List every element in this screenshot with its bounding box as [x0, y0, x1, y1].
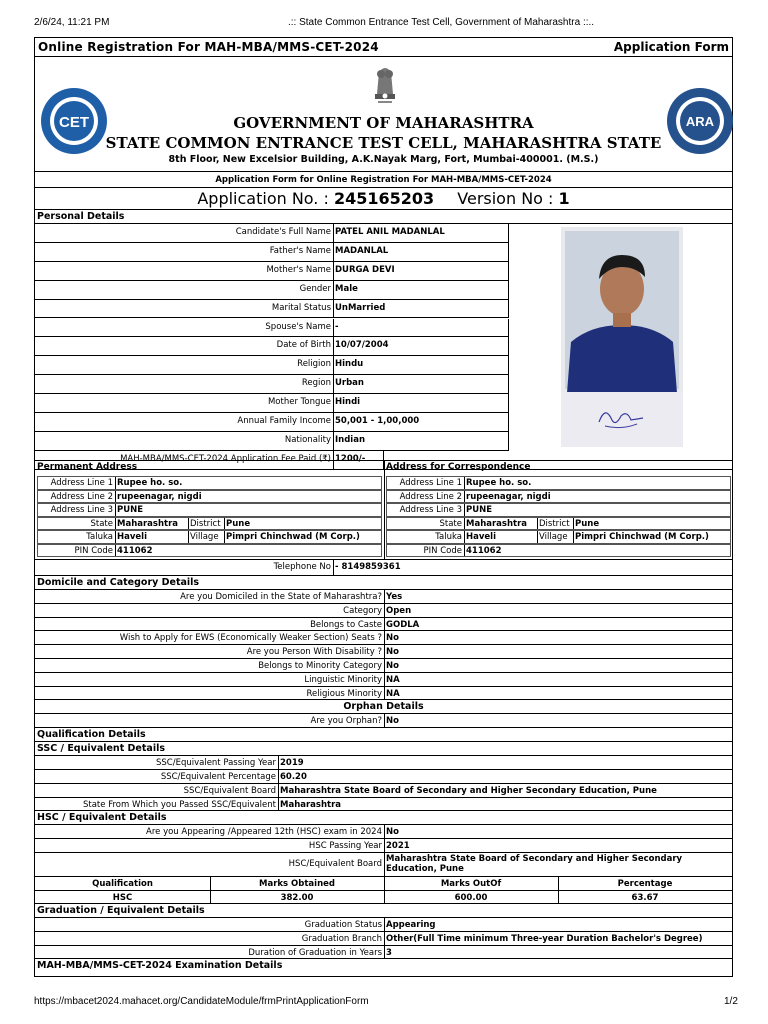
divider: [508, 413, 509, 431]
divider: [278, 770, 279, 783]
row-label: SSC/Equivalent Percentage: [160, 772, 276, 782]
hsc-board-row: [35, 853, 732, 877]
section-title: Qualification Details: [37, 729, 146, 741]
candidate-signature: [561, 392, 683, 447]
national-emblem-icon: [365, 58, 405, 108]
personal-row: [35, 224, 509, 243]
address-label: Address Line 3: [50, 505, 113, 515]
section-ssc: [35, 742, 732, 756]
divider: [210, 877, 211, 890]
section-title: Domicile and Category Details: [37, 577, 200, 588]
marks-cell: 63.67: [631, 892, 659, 903]
domicile-row: [35, 673, 732, 687]
section-qualification: [35, 728, 732, 742]
personal-label: Annual Family Income: [237, 416, 331, 426]
pin-label: PIN Code: [423, 545, 462, 556]
row-value: Maharashtra State Board of Secondary and Higher Secondary Education, Pune: [280, 785, 657, 796]
divider: [115, 504, 116, 516]
personal-label: Mother's Name: [266, 264, 331, 275]
divider: [558, 877, 559, 890]
office-address: 8th Floor, New Excelsior Building, A.K.Nayak Marg, Fort, Mumbai-400001. (M.S.): [168, 154, 599, 165]
personal-value: Indian: [335, 434, 365, 445]
row-label: Belongs to Caste: [310, 619, 382, 630]
state-district: [37, 517, 382, 531]
row-value: - 8149859361: [335, 562, 401, 572]
personal-label: Region: [301, 378, 331, 389]
divider: [384, 918, 385, 931]
domicile-row: [35, 618, 732, 632]
district-value: Pune: [226, 518, 251, 529]
address-line: [386, 503, 731, 517]
row-value: Yes: [386, 592, 403, 602]
divider: [115, 477, 116, 489]
divider: [573, 518, 574, 530]
row-label: State From Which you Passed SSC/Equivalent: [83, 799, 276, 810]
divider: [464, 518, 465, 530]
row-value: Appearing: [386, 920, 436, 930]
divider: [115, 531, 116, 543]
row-value: No: [386, 647, 399, 658]
divider: [384, 877, 385, 890]
application-form: [34, 37, 733, 977]
state-value: Maharashtra: [117, 518, 179, 529]
ssc-row: [35, 798, 732, 812]
divider: [464, 504, 465, 516]
divider: [333, 319, 334, 337]
row-label: Duration of Graduation in Years: [248, 947, 382, 958]
personal-row: [35, 262, 509, 281]
row-value: Maharashtra State Board of Secondary and Higher Secondary: [386, 854, 683, 864]
taluka-value: Haveli: [117, 532, 147, 542]
personal-row: [35, 413, 509, 432]
personal-value: -: [335, 321, 339, 332]
row-label: Are you Domiciled in the State of Maharashtra?: [180, 592, 382, 602]
hsc-year-row: [35, 839, 732, 853]
section-title: Graduation / Equivalent Details: [37, 905, 205, 916]
divider: [508, 262, 509, 280]
divider: [384, 932, 385, 945]
divider: [537, 518, 538, 530]
cet-logo-text: CET: [59, 114, 89, 131]
row-value: 3: [386, 947, 392, 958]
app-no-label: Application No. :: [197, 189, 329, 208]
divider: [333, 356, 334, 374]
personal-value: DURGA DEVI: [335, 264, 395, 275]
divider: [384, 590, 385, 603]
state-value: Maharashtra: [466, 518, 528, 529]
print-page-number: 1/2: [724, 996, 738, 1007]
domicile-row: [35, 645, 732, 659]
candidate-photo: [561, 227, 683, 393]
divider: [384, 673, 385, 686]
marks-header: Percentage: [617, 879, 673, 889]
section-hsc: [35, 811, 732, 825]
personal-value: UnMarried: [335, 302, 386, 313]
section-title: SSC / Equivalent Details: [37, 743, 165, 755]
divider: [384, 618, 385, 631]
section-title: HSC / Equivalent Details: [37, 812, 167, 824]
address-value: rupeenagar, nigdi: [117, 491, 202, 502]
divider: [384, 631, 385, 644]
divider: [333, 281, 334, 299]
version-value: 1: [558, 189, 570, 208]
divider: [464, 531, 465, 543]
divider: [508, 300, 509, 318]
row-label: Belongs to Minority Category: [258, 661, 382, 671]
address-label: Address Line 1: [50, 478, 113, 488]
row-label: Are you Orphan?: [310, 716, 382, 727]
divider: [384, 687, 385, 700]
state-district: [386, 517, 731, 531]
divider: [508, 375, 509, 393]
graduation-row: [35, 932, 732, 946]
taluka-village: [386, 530, 731, 544]
divider: [333, 394, 334, 412]
divider: [464, 545, 465, 557]
address-line: [386, 476, 731, 490]
personal-value: 10/07/2004: [335, 340, 389, 351]
divider: [508, 394, 509, 412]
row-label: Category: [343, 605, 382, 616]
divider: [224, 518, 225, 530]
taluka-label: Taluka: [435, 532, 462, 542]
personal-label: Date of Birth: [276, 340, 331, 351]
address-line: [386, 490, 731, 504]
taluka-village: [37, 530, 382, 544]
print-tab-title: .:: State Common Entrance Test Cell, Government of Maharashtra ::..: [288, 17, 595, 28]
district-value: Pune: [575, 518, 600, 529]
address-label: Address Line 3: [399, 505, 462, 515]
personal-value: 50,001 - 1,00,000: [335, 416, 420, 426]
personal-label: Nationality: [284, 434, 331, 445]
divider: [384, 659, 385, 672]
section-domicile: [35, 576, 732, 590]
print-url: https://mbacet2024.mahacet.org/CandidateModule/frmPrintApplicationForm: [34, 996, 369, 1007]
state-label: State: [439, 518, 462, 529]
divider: [508, 224, 509, 242]
address-line: [37, 490, 382, 504]
village-label: Village: [539, 532, 568, 542]
divider: [333, 337, 334, 355]
personal-row: [35, 337, 509, 356]
divider: [384, 714, 385, 727]
personal-row: [35, 356, 509, 375]
form-description: Application Form for Online Registration For MAH-MBA/MMS-CET-2024: [215, 175, 552, 185]
taluka-label: Taluka: [86, 532, 113, 542]
signature-icon: [561, 392, 683, 447]
personal-row: [35, 375, 509, 394]
personal-label: Spouse's Name: [265, 321, 331, 332]
district-label: District: [539, 518, 570, 529]
domicile-row: [35, 659, 732, 673]
marks-cell: 600.00: [454, 892, 488, 903]
print-datetime: 2/6/24, 11:21 PM: [34, 17, 110, 28]
divider: [464, 477, 465, 489]
pin-code: [386, 544, 731, 558]
personal-label: Candidate's Full Name: [235, 227, 331, 237]
divider: [537, 531, 538, 543]
divider: [333, 375, 334, 393]
pin-value: 411062: [117, 545, 153, 556]
personal-value: Hindu: [335, 359, 364, 370]
divider: [384, 891, 385, 904]
address-value: rupeenagar, nigdi: [466, 491, 551, 502]
divider: [278, 784, 279, 797]
exam-details-row: [35, 959, 732, 973]
address-label: Address Line 1: [399, 478, 462, 488]
address-line: [37, 503, 382, 517]
row-value: No: [386, 633, 399, 644]
village-label: Village: [190, 532, 219, 542]
divider: [573, 531, 574, 543]
gov-title: GOVERNMENT OF MAHARASHTRA: [233, 114, 534, 132]
divider: [188, 518, 189, 530]
row-value: NA: [386, 674, 400, 685]
graduation-row: [35, 946, 732, 960]
version-label: Version No :: [457, 189, 554, 208]
row-value: 2021: [386, 841, 410, 852]
divider: [508, 337, 509, 355]
row-value: Maharashtra: [280, 799, 342, 810]
divider: [384, 853, 385, 876]
pin-code: [37, 544, 382, 558]
ssc-row: [35, 756, 732, 770]
personal-row: [35, 319, 509, 338]
domicile-row: [35, 687, 732, 701]
divider: [508, 356, 509, 374]
correspondence-address-title: Address for Correspondence: [386, 462, 531, 472]
divider: [384, 825, 385, 838]
divider: [384, 604, 385, 617]
row-label: SSC/Equivalent Passing Year: [155, 758, 276, 769]
cell-title: STATE COMMON ENTRANCE TEST CELL, MAHARASHTRA STATE: [105, 134, 662, 152]
row-value: No: [386, 661, 399, 671]
form-top-row: [35, 38, 732, 57]
divider: [333, 224, 334, 242]
domicile-row: [35, 604, 732, 618]
row-value: 60.20: [280, 772, 307, 782]
row-label: Are you Appearing /Appeared 12th (HSC) exam in 2024: [146, 827, 382, 838]
personal-row: [35, 300, 509, 319]
address-label: Address Line 2: [50, 491, 113, 502]
divider: [508, 281, 509, 299]
pin-value: 411062: [466, 545, 502, 556]
address-value: Rupee ho. so.: [466, 478, 532, 488]
section-graduation: [35, 904, 732, 918]
personal-row: [35, 432, 509, 451]
divider: [115, 518, 116, 530]
pin-label: PIN Code: [74, 545, 113, 556]
row-value: Education, Pune: [386, 864, 464, 874]
personal-label: Father's Name: [269, 245, 331, 256]
row-label: Religious Minority: [306, 688, 382, 699]
marks-header: Marks Obtained: [259, 879, 335, 889]
row-value: No: [386, 716, 399, 727]
personal-value: PATEL ANIL MADANLAL: [335, 227, 445, 237]
marks-cell: HSC: [112, 892, 133, 903]
personal-label: Mother Tongue: [267, 397, 331, 408]
address-line: [37, 476, 382, 490]
address-value: Rupee ho. so.: [117, 478, 183, 488]
divider: [188, 531, 189, 543]
orphan-title-row: [35, 700, 732, 714]
personal-value: Urban: [335, 378, 364, 389]
divider: [464, 491, 465, 503]
graduation-row: [35, 918, 732, 932]
ssc-row: [35, 784, 732, 798]
permanent-address-title: Permanent Address: [37, 462, 138, 472]
ara-logo-text: ARA: [685, 114, 715, 129]
form-title: Online Registration For MAH-MBA/MMS-CET-2024: [38, 40, 379, 54]
section-title: MAH-MBA/MMS-CET-2024 Examination Details: [37, 960, 283, 972]
application-number-line: [35, 189, 732, 208]
divider: [384, 839, 385, 852]
address-value: PUNE: [117, 505, 144, 515]
state-label: State: [90, 518, 113, 529]
divider: [508, 243, 509, 261]
row-label: Graduation Branch: [301, 933, 382, 944]
taluka-value: Haveli: [466, 532, 496, 542]
domicile-row: [35, 590, 732, 604]
divider: [333, 300, 334, 318]
row-value: NA: [386, 688, 400, 699]
divider: [115, 491, 116, 503]
divider: [278, 798, 279, 811]
village-value: Pimpri Chinchwad (M Corp.): [226, 532, 360, 542]
divider: [333, 243, 334, 261]
row-label: SSC/Equivalent Board: [183, 785, 276, 796]
row-label: Telephone No: [273, 562, 331, 572]
row-value: 2019: [280, 758, 304, 769]
domicile-row: [35, 631, 732, 645]
row-value: Other(Full Time minimum Three-year Duration Bachelor's Degree): [386, 933, 703, 944]
row-value: No: [386, 827, 399, 838]
row-label: Wish to Apply for EWS (Economically Weaker Section) Seats ?: [119, 633, 382, 644]
marks-header: Qualification: [92, 879, 153, 889]
orphan-row: [35, 714, 732, 728]
marks-data-row: [35, 891, 732, 905]
divider: [278, 756, 279, 769]
personal-label: Religion: [297, 359, 331, 370]
personal-row: [35, 394, 509, 413]
section-personal: Personal Details: [35, 210, 732, 224]
personal-value: Hindi: [335, 397, 361, 408]
divider: [333, 560, 334, 575]
personal-label: MAH-MBA/MMS-CET-2024 Application Fee Paid (₹): [120, 453, 331, 464]
address-value: PUNE: [466, 505, 493, 515]
row-label: Are you Person With Disability ?: [246, 647, 382, 658]
personal-row: [35, 281, 509, 300]
divider: [333, 262, 334, 280]
personal-label: Gender: [299, 283, 331, 294]
address-divider: [384, 460, 385, 560]
divider: [384, 946, 385, 959]
app-no-value: 245165203: [333, 189, 435, 208]
row-label: HSC Passing Year: [308, 841, 382, 852]
marks-header: Marks OutOf: [440, 879, 502, 889]
personal-value: MADANLAL: [335, 245, 389, 256]
divider: [210, 891, 211, 904]
hsc-appearing-row: [35, 825, 732, 839]
district-label: District: [190, 518, 221, 529]
marks-header-row: [35, 877, 732, 891]
divider: [508, 432, 509, 450]
row-label: Linguistic Minority: [304, 674, 382, 685]
divider: [333, 413, 334, 431]
divider: [224, 531, 225, 543]
personal-value: 1200/-: [335, 453, 366, 464]
ssc-row: [35, 770, 732, 784]
divider: [384, 645, 385, 658]
marks-cell: 382.00: [280, 892, 314, 903]
row-label: HSC/Equivalent Board: [288, 859, 382, 869]
row-label: Graduation Status: [304, 920, 382, 930]
orphan-title: Orphan Details: [343, 701, 424, 713]
address-label: Address Line 2: [399, 491, 462, 502]
divider: [558, 891, 559, 904]
divider: [115, 545, 116, 557]
row-value: Open: [386, 605, 412, 616]
personal-label: Marital Status: [271, 302, 331, 313]
personal-row: [35, 243, 509, 262]
divider: [333, 432, 334, 450]
village-value: Pimpri Chinchwad (M Corp.): [575, 532, 709, 542]
row-value: GODLA: [386, 619, 420, 630]
telephone-row: [35, 560, 732, 576]
personal-value: Male: [335, 283, 358, 294]
form-label: Application Form: [613, 40, 729, 54]
divider: [508, 319, 509, 337]
